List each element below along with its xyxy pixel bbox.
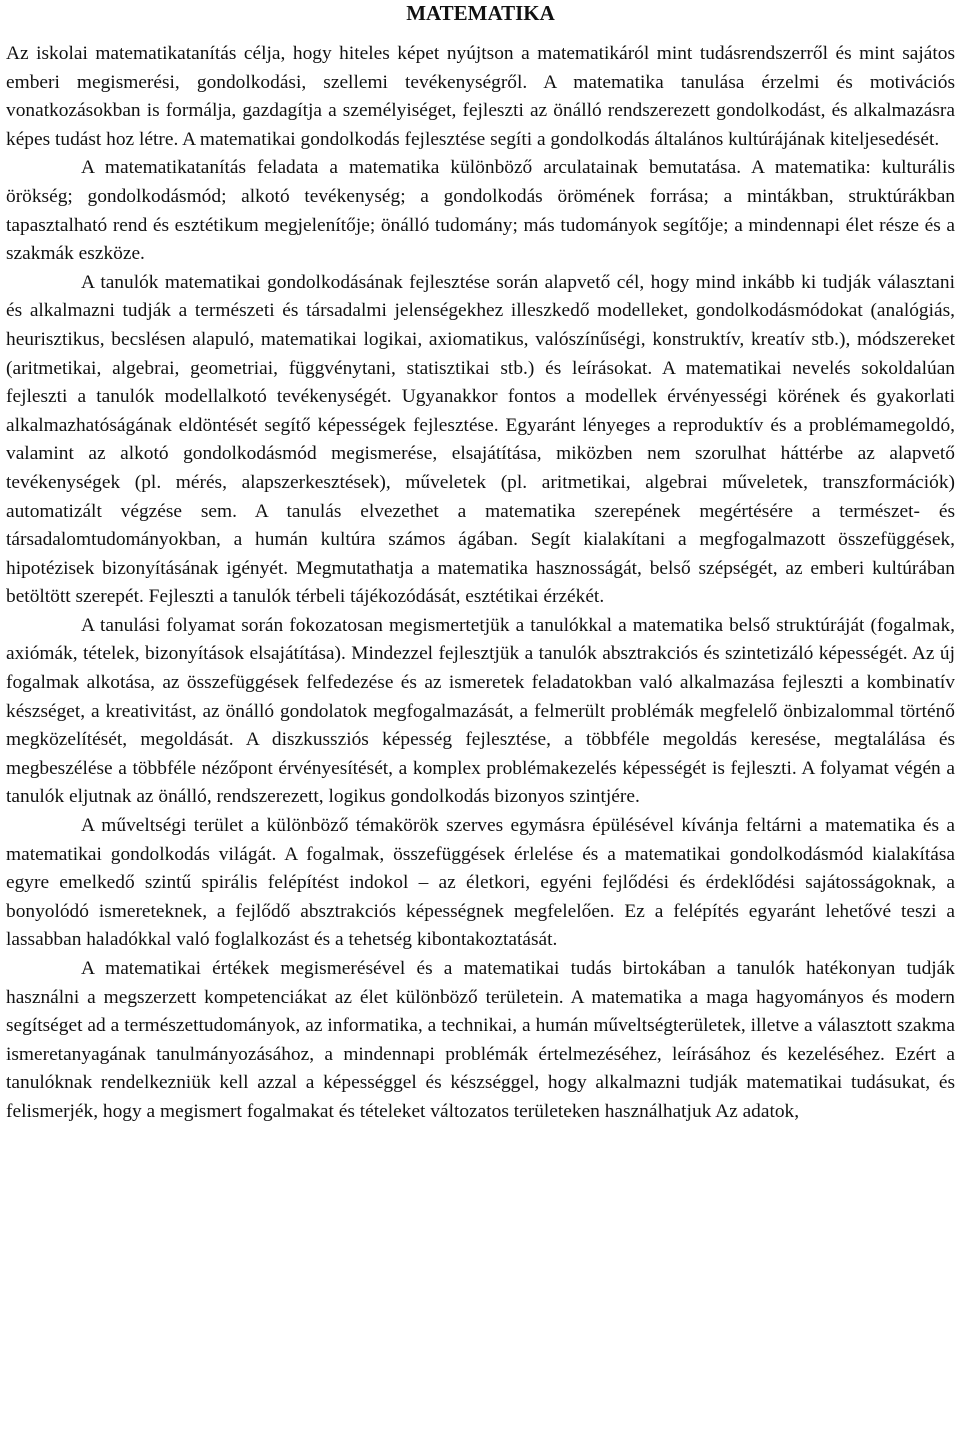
page-title: MATEMATIKA	[406, 1, 555, 25]
paragraph-3: A tanulók matematikai gondolkodásának fejlesztése során alapvető cél, hogy mind inkább ki tudják választani és alkalmazni tudják a természeti és társadalmi jelenségekhez illeszkedő modelleket, gondolkodásmódokat (analógiás, heurisztikus, becslésen alapuló, matematikai logikai, axiomatikus, valószínűségi, konstruktív, kreatív stb.), módszereket (aritmetikai, algebrai, geometriai, függvénytani, statisztikai stb.) és leírásokat. A matematikai nevelés sokoldalúan fejleszti a tanulók modellalkotó tevékenységét. Ugyanakkor fontos a modellek érvényességi körének és gyakorlati alkalmazhatóságának eldöntését segítő képességek fejlesztése. Egyaránt lényeges a reproduktív és a problémamegoldó, valamint az alkotó gondolkodásmód megismerése, elsajátítása, miközben nem szorulhat háttérbe az alapvető tevékenységek (pl. mérés, alapszerkesztések), műveletek (pl. aritmetikai, algebrai műveletek, transzformációk) automatizált végzése sem. A tanulás elvezethet a matematika szerepének megértésére a természet- és társadalomtudományokban, a humán kultúra számos ágában. Segít kialakítani a megfogalmazott összefüggések, hipotézisek bizonyításának igényét. Megmutathatja a matematika hasznosságát, belső szépségét, az emberi kultúrában betöltött szerepét. Fejleszti a tanulók térbeli tájékozódását, esztétikai érzékét.	[6, 271, 955, 608]
paragraph-1: Az iskolai matematikatanítás célja, hogy hiteles képet nyújtson a matematikáról mint tudásrendszerről és mint sajátos emberi megismerési, gondolkodási, szellemi tevékenységről. A matematika tanulása érzelmi és motivációs vonatkozásokban is formálja, gazdagítja a személyiséget, fejleszti az önálló rendszerezett gondolkodást, és alkalmazásra képes tudást hoz létre. A matematikai gondolkodás fejlesztése segíti a gondolkodás általános kultúrájának kiteljesedését.	[6, 43, 955, 150]
document-page	[6, 0, 955, 1127]
paragraph-5: A műveltségi terület a különböző témakörök szerves egymásra épülésével kívánja feltárni a matematika és a matematikai gondolkodás világát. A fogalmak, összefüggések érlelése és a matematikai gondolkodásmód kialakítása egyre emelkedő szintű spirális felépítést indokol – az életkori, egyéni fejlődési és érdeklődési sajátosságoknak, a bonyolódó ismereteknek, a fejlődő absztrakciós képességnek megfelelően. Ez a felépítés egyaránt lehetővé teszi a lassabban haladókkal való foglalkozást és a tehetség kibontakoztatását.	[6, 815, 955, 951]
paragraph-4: A tanulási folyamat során fokozatosan megismertetjük a tanulókkal a matematika belső struktúráját (fogalmak, axiómák, tételek, bizonyítások elsajátítása). Mindezzel fejlesztjük a tanulók absztrakciós és szintetizáló képességét. Az új fogalmak alkotása, az összefüggések felfedezése és az ismeretek feladatokban való alkalmazása fejleszti a kombinatív készséget, a kreativitást, az önálló gondolatok megfogalmazását, a felmerült problémák megfelelő önbizalommal történő megközelítését, megoldását. A diszkussziós képesség fejlesztése, a többféle megoldás keresése, megtalálása és megbeszélése a többféle nézőpont érvényesítését, a komplex problémakezelés képességét is fejleszti. A folyamat végén a tanulók eljutnak az önálló, rendszerezett, logikus gondolkodás bizonyos szintjére.	[6, 614, 955, 808]
paragraph-6: A matematikai értékek megismerésével és a matematikai tudás birtokában a tanulók hatékonyan tudják használni a megszerzett kompetenciákat az élet különböző területein. A matematika a maga hagyományos és modern segítséget ad a természettudományok, az informatika, a technikai, a humán műveltségterületek, illetve a választott szakma ismeretanyagának tanulmányozásához, a mindennapi problémák értelmezéséhez, leírásához és kezeléséhez. Ezért a tanulóknak rendelkezniük kell azzal a képességgel és készséggel, hogy alkalmazni tudják matematikai tudásukat, és felismerjék, hogy a megismert fogalmakat és tételeket változatos területeken használhatjuk Az adatok,	[6, 958, 955, 1122]
paragraph-2: A matematikatanítás feladata a matematika különböző arculatainak bemutatása. A matematika: kulturális örökség; gondolkodásmód; alkotó tevékenység; a gondolkodás örömének forrása; a mintákban, struktúrákban tapasztalható rend és esztétikum megjelenítője; önálló tudomány; más tudományok segítője; a mindennapi élet része és a szakmák eszköze.	[6, 157, 955, 265]
